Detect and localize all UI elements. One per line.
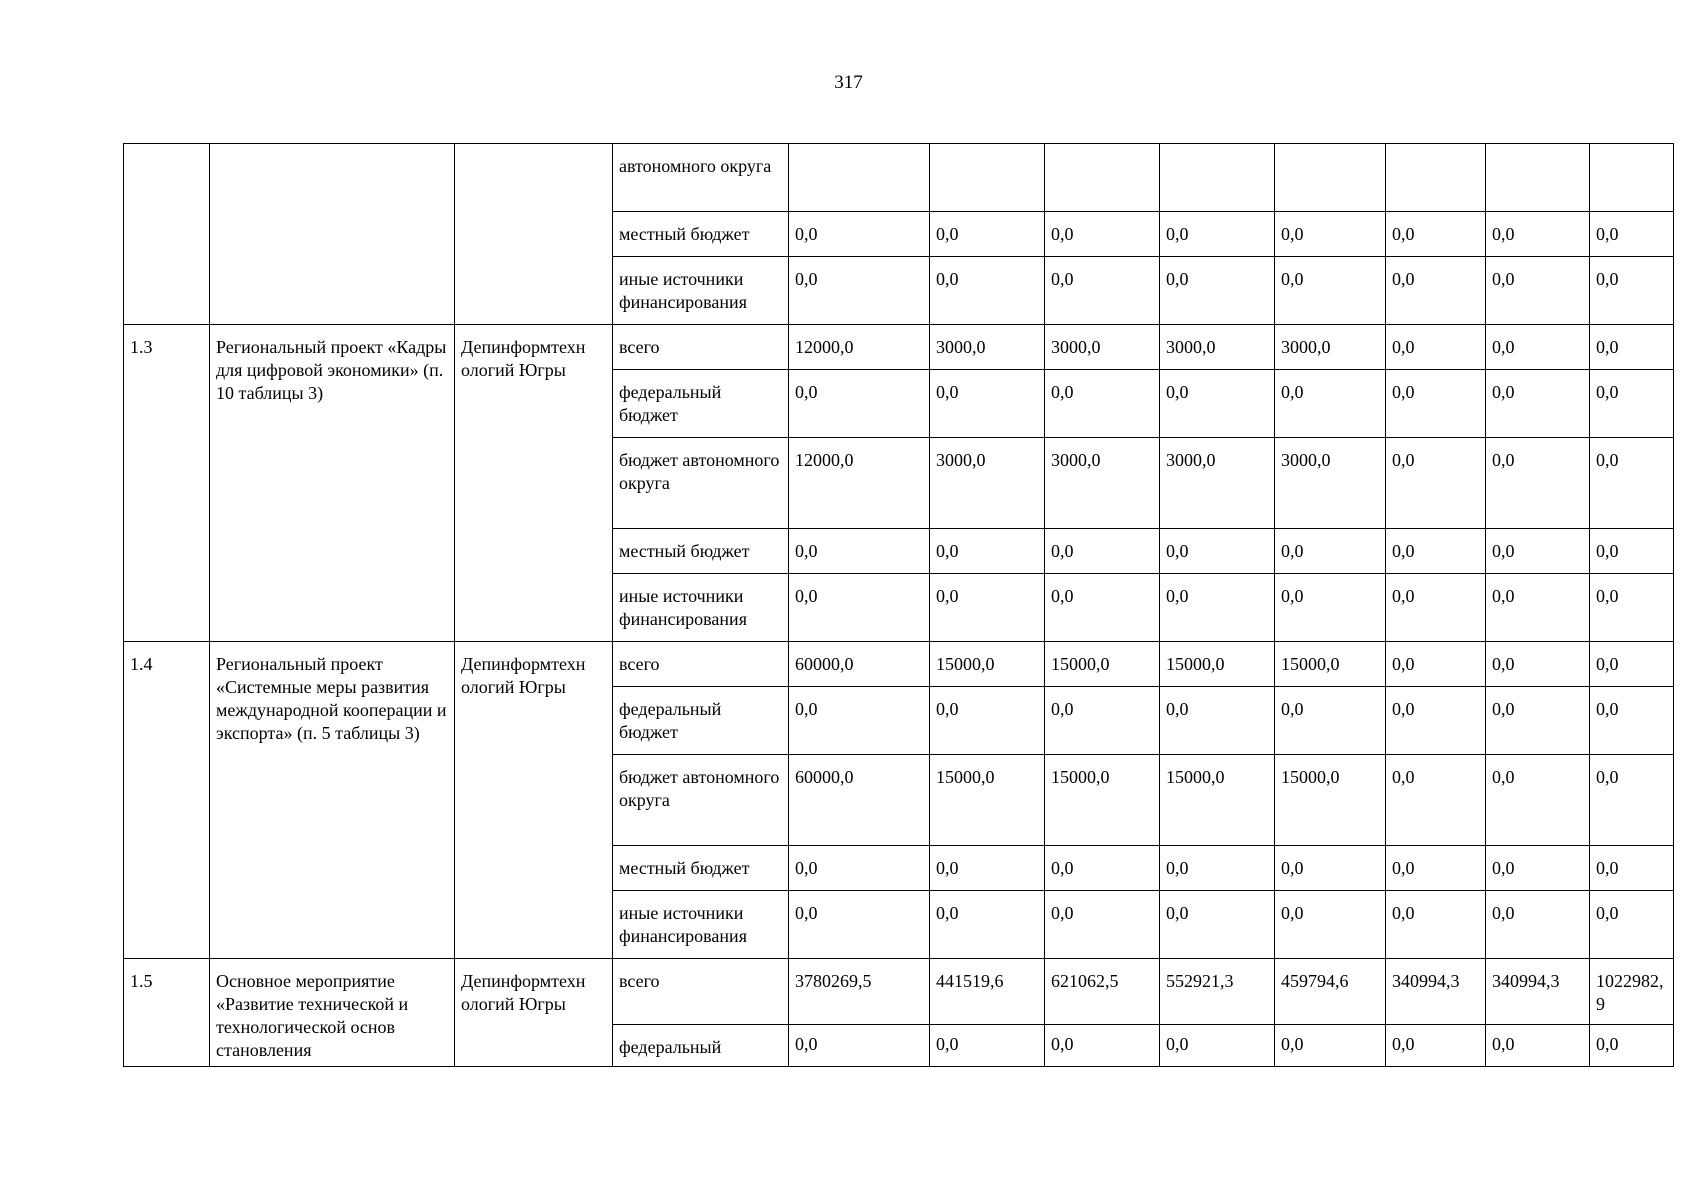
value-cell: 0,0	[1486, 212, 1590, 257]
value-cell: 0,0	[1160, 687, 1275, 755]
value-cell: 0,0	[930, 529, 1045, 574]
value-cell: 0,0	[1045, 891, 1160, 959]
value-cell: 3000,0	[1160, 438, 1275, 529]
value-cell: 0,0	[1386, 574, 1486, 642]
value-cell: 0,0	[789, 1024, 930, 1066]
value-cell: 0,0	[1486, 1024, 1590, 1066]
funding-source-cell: всего	[613, 325, 789, 370]
value-cell: 3000,0	[1045, 325, 1160, 370]
value-cell: 0,0	[1486, 687, 1590, 755]
value-cell: 0,0	[1275, 1024, 1386, 1066]
table-row	[124, 642, 1674, 687]
funding-source-cell: федеральный бюджет	[613, 370, 789, 438]
value-cell: 0,0	[930, 574, 1045, 642]
value-cell: 0,0	[1160, 891, 1275, 959]
value-cell: 0,0	[1386, 370, 1486, 438]
value-cell: 0,0	[789, 687, 930, 755]
value-cell: 0,0	[1160, 529, 1275, 574]
value-cell: 0,0	[1386, 846, 1486, 891]
value-cell: 0,0	[1045, 212, 1160, 257]
section-name-cell: Основное мероприятие «Развитие технической и технологической основ становления	[210, 959, 455, 1067]
value-cell: 0,0	[1486, 891, 1590, 959]
value-cell: 621062,5	[1045, 959, 1160, 1025]
value-cell: 0,0	[1590, 370, 1674, 438]
funding-source-cell: бюджет автономного округа	[613, 755, 789, 846]
value-cell: 0,0	[1386, 212, 1486, 257]
value-cell: 0,0	[930, 370, 1045, 438]
funding-source-cell: иные источники финансирования	[613, 891, 789, 959]
funding-source-cell: местный бюджет	[613, 846, 789, 891]
value-cell: 12000,0	[789, 438, 930, 529]
value-cell: 0,0	[1045, 257, 1160, 325]
value-cell: 3000,0	[1275, 325, 1386, 370]
value-cell: 441519,6	[930, 959, 1045, 1025]
value-cell: 0,0	[1590, 438, 1674, 529]
number-cell	[124, 144, 210, 325]
value-cell	[1486, 144, 1590, 212]
value-cell: 0,0	[1590, 212, 1674, 257]
value-cell: 0,0	[1045, 370, 1160, 438]
funding-source-cell: всего	[613, 642, 789, 687]
page-number: 317	[834, 72, 863, 93]
section-number-cell: 1.4	[124, 642, 210, 959]
value-cell: 0,0	[1045, 1024, 1160, 1066]
value-cell: 0,0	[789, 891, 930, 959]
value-cell: 0,0	[1045, 846, 1160, 891]
value-cell: 0,0	[1160, 1024, 1275, 1066]
value-cell: 0,0	[1590, 891, 1674, 959]
value-cell: 15000,0	[1275, 642, 1386, 687]
value-cell: 0,0	[1486, 325, 1590, 370]
value-cell	[1045, 144, 1160, 212]
value-cell: 0,0	[1386, 1024, 1486, 1066]
value-cell	[1160, 144, 1275, 212]
value-cell: 60000,0	[789, 642, 930, 687]
value-cell: 0,0	[1486, 438, 1590, 529]
value-cell: 0,0	[789, 846, 930, 891]
table-row	[124, 144, 1674, 212]
value-cell: 0,0	[789, 574, 930, 642]
value-cell: 0,0	[1590, 325, 1674, 370]
value-cell	[1590, 144, 1674, 212]
value-cell: 0,0	[930, 257, 1045, 325]
value-cell: 3000,0	[930, 325, 1045, 370]
value-cell: 0,0	[1590, 1024, 1674, 1066]
funding-source-cell: иные источники финансирования	[613, 574, 789, 642]
value-cell: 0,0	[1486, 642, 1590, 687]
value-cell: 0,0	[930, 212, 1045, 257]
value-cell: 0,0	[1386, 438, 1486, 529]
value-cell: 0,0	[1486, 529, 1590, 574]
section-number-cell: 1.5	[124, 959, 210, 1067]
value-cell: 0,0	[1045, 529, 1160, 574]
table-row	[124, 959, 1674, 1025]
executor-cell	[455, 144, 613, 325]
value-cell: 0,0	[1275, 846, 1386, 891]
value-cell: 3000,0	[1160, 325, 1275, 370]
value-cell: 0,0	[1275, 687, 1386, 755]
value-cell: 0,0	[789, 257, 930, 325]
name-cell	[210, 144, 455, 325]
funding-source-cell: местный бюджет	[613, 529, 789, 574]
table-body	[124, 144, 1674, 1067]
value-cell: 1022982,9	[1590, 959, 1674, 1025]
value-cell: 0,0	[1486, 846, 1590, 891]
funding-source-cell: местный бюджет	[613, 212, 789, 257]
value-cell: 0,0	[1160, 370, 1275, 438]
value-cell	[1386, 144, 1486, 212]
value-cell: 0,0	[930, 891, 1045, 959]
value-cell: 12000,0	[789, 325, 930, 370]
value-cell: 0,0	[1386, 642, 1486, 687]
value-cell: 15000,0	[1045, 755, 1160, 846]
funding-source-cell: федеральный	[613, 1024, 789, 1066]
value-cell: 0,0	[1275, 574, 1386, 642]
value-cell: 0,0	[1275, 529, 1386, 574]
funding-source-cell: бюджет автономного округа	[613, 438, 789, 529]
value-cell	[789, 144, 930, 212]
value-cell: 0,0	[1386, 325, 1486, 370]
value-cell: 15000,0	[1160, 755, 1275, 846]
value-cell: 15000,0	[1275, 755, 1386, 846]
value-cell: 15000,0	[930, 642, 1045, 687]
value-cell: 0,0	[1275, 370, 1386, 438]
section-name-cell: Региональный проект «Кадры для цифровой экономики» (п. 10 таблицы 3)	[210, 325, 455, 642]
section-executor-cell: Депинформтехн ологий Югры	[455, 642, 613, 959]
value-cell: 3000,0	[1045, 438, 1160, 529]
value-cell: 0,0	[1386, 891, 1486, 959]
value-cell: 552921,3	[1160, 959, 1275, 1025]
value-cell: 3780269,5	[789, 959, 930, 1025]
value-cell: 0,0	[789, 529, 930, 574]
value-cell: 0,0	[1590, 642, 1674, 687]
value-cell: 0,0	[1275, 891, 1386, 959]
value-cell	[930, 144, 1045, 212]
value-cell: 3000,0	[930, 438, 1045, 529]
value-cell: 340994,3	[1486, 959, 1590, 1025]
value-cell: 60000,0	[789, 755, 930, 846]
table-row	[124, 325, 1674, 370]
value-cell: 15000,0	[1160, 642, 1275, 687]
value-cell	[1275, 144, 1386, 212]
value-cell: 0,0	[789, 212, 930, 257]
value-cell: 0,0	[1275, 212, 1386, 257]
value-cell: 0,0	[1590, 755, 1674, 846]
funding-source-cell: федеральный бюджет	[613, 687, 789, 755]
value-cell: 0,0	[1590, 257, 1674, 325]
section-executor-cell: Депинформтехн ологий Югры	[455, 959, 613, 1067]
value-cell: 0,0	[1275, 257, 1386, 325]
value-cell: 0,0	[789, 370, 930, 438]
value-cell: 15000,0	[930, 755, 1045, 846]
value-cell: 0,0	[930, 846, 1045, 891]
value-cell: 0,0	[1386, 529, 1486, 574]
value-cell: 3000,0	[1275, 438, 1386, 529]
value-cell: 0,0	[1386, 755, 1486, 846]
value-cell: 0,0	[1386, 257, 1486, 325]
funding-source-cell: всего	[613, 959, 789, 1025]
budget-table	[123, 143, 1674, 1067]
value-cell: 15000,0	[1045, 642, 1160, 687]
value-cell: 0,0	[1590, 846, 1674, 891]
value-cell: 0,0	[1386, 687, 1486, 755]
value-cell: 0,0	[1160, 212, 1275, 257]
funding-source-cell: иные источники финансирования	[613, 257, 789, 325]
value-cell: 340994,3	[1386, 959, 1486, 1025]
value-cell: 0,0	[1160, 846, 1275, 891]
value-cell: 0,0	[1590, 687, 1674, 755]
value-cell: 0,0	[1486, 257, 1590, 325]
value-cell: 0,0	[1486, 370, 1590, 438]
value-cell: 0,0	[1590, 574, 1674, 642]
section-number-cell: 1.3	[124, 325, 210, 642]
value-cell: 0,0	[1590, 529, 1674, 574]
value-cell: 0,0	[930, 1024, 1045, 1066]
value-cell: 0,0	[1045, 574, 1160, 642]
value-cell: 459794,6	[1275, 959, 1386, 1025]
value-cell: 0,0	[930, 687, 1045, 755]
funding-source-cell: автономного округа	[613, 144, 789, 212]
section-name-cell: Региональный проект «Системные меры развития международной кооперации и экспорта» (п. 5 таблицы 3)	[210, 642, 455, 959]
value-cell: 0,0	[1486, 574, 1590, 642]
value-cell: 0,0	[1045, 687, 1160, 755]
value-cell: 0,0	[1160, 574, 1275, 642]
value-cell: 0,0	[1486, 755, 1590, 846]
value-cell: 0,0	[1160, 257, 1275, 325]
section-executor-cell: Депинформтехн ологий Югры	[455, 325, 613, 642]
